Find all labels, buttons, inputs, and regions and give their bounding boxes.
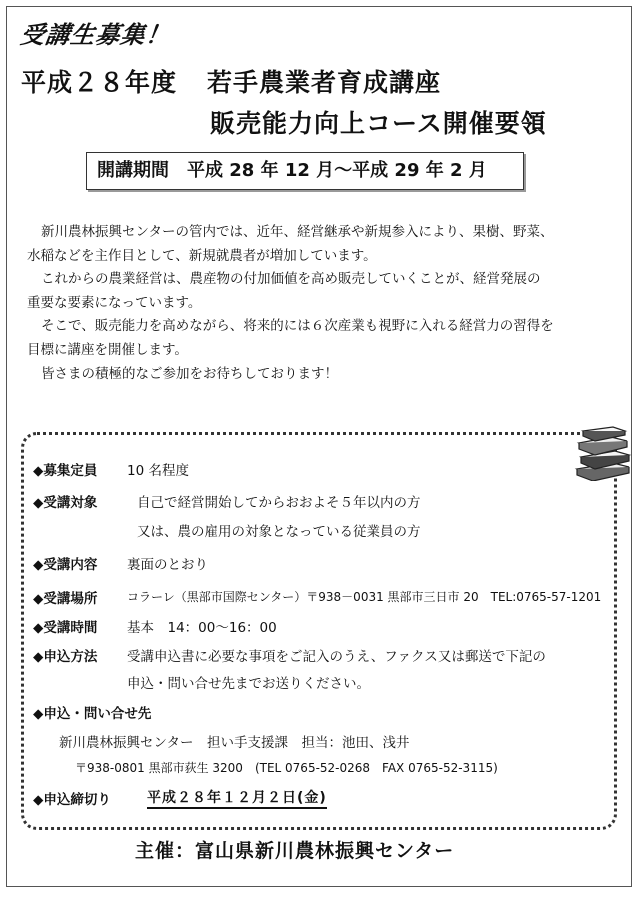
apply-label: ◆申込方法 <box>33 649 98 665</box>
time-label: ◆受講時間 <box>33 620 98 636</box>
intro-line: これからの農業経営は、農産物の付加価値を高め販売していくことが、経営発展の <box>41 271 541 288</box>
intro-line: 目標に講座を開催します。 <box>27 341 188 358</box>
content-value: 裏面のとおり <box>127 557 208 573</box>
place-label: ◆受講場所 <box>33 591 98 607</box>
flyer-page <box>6 6 632 887</box>
title-line-2: 販売能力向上コース開催要領 <box>210 109 547 138</box>
course-period-box: 開講期間 平成 28 年 12 月～平成 29 年 2 月 <box>86 152 524 190</box>
contact-address: 〒938-0801 黒部市荻生 3200 (TEL 0765-52-0268 FAX 0765-52-3115) <box>75 761 498 775</box>
intro-line: 新川農林振興センターの管内では、近年、経営継承や新規参入により、果樹、野菜、 <box>41 224 554 240</box>
target-value: 自己で経営開始してからおおよそ５年以内の方 <box>137 495 421 511</box>
capacity-row <box>33 459 189 479</box>
contact-office: 新川農林振興センター 担い手支援課 担当：池田、浅井 <box>59 735 410 751</box>
place-row <box>33 587 602 607</box>
target-value-2: 又は、農の雇用の対象となっている従業員の方 <box>137 524 421 540</box>
place-value: コラーレ（黒部市国際センター）〒938－0031 黒部市三日市 20 TEL:0765-57-1201 <box>127 590 602 604</box>
apply-value: 受講申込書に必要な事項をご記入のうえ、ファクス又は郵送で下記の <box>127 649 546 665</box>
deadline-label: ◆申込締切り <box>33 792 111 808</box>
intro-line: 水稲などを主作目として、新規就農者が増加しています。 <box>27 247 377 264</box>
apply-value-2: 申込・問い合せ先までお送りください。 <box>127 676 370 692</box>
title-course-name: 若手農業者育成講座 <box>207 68 442 97</box>
title-year: 平成２８年度 <box>21 68 178 97</box>
organizer: 主催：富山県新川農林振興センター <box>135 840 455 862</box>
intro-line: 皆さまの積極的なご参加をお待ちしております！ <box>41 365 338 382</box>
capacity-label: ◆募集定員 <box>33 463 98 479</box>
recruit-tag: 受講生募集！ <box>18 21 173 49</box>
content-row <box>33 553 208 573</box>
stack-of-books-icon <box>573 425 633 481</box>
target-row <box>33 491 421 511</box>
title-line-1 <box>21 63 441 99</box>
intro-line: 重要な要素になっています。 <box>27 294 202 311</box>
target-label: ◆受講対象 <box>33 495 98 511</box>
deadline-row <box>33 788 111 808</box>
intro-line: そこで、販売能力を高めながら、将来的には６次産業も視野に入れる経営力の習得を <box>41 318 554 335</box>
content-label: ◆受講内容 <box>33 557 98 573</box>
intro-text <box>27 221 617 386</box>
deadline-value: 平成２８年１２月２日(金) <box>147 787 327 809</box>
time-value: 基本 14：00～16：00 <box>127 620 277 636</box>
contact-label: ◆申込・問い合せ先 <box>33 706 152 722</box>
apply-row <box>33 645 546 665</box>
contact-row <box>33 702 151 722</box>
time-row <box>33 616 277 636</box>
capacity-value: 10 名程度 <box>127 463 189 479</box>
